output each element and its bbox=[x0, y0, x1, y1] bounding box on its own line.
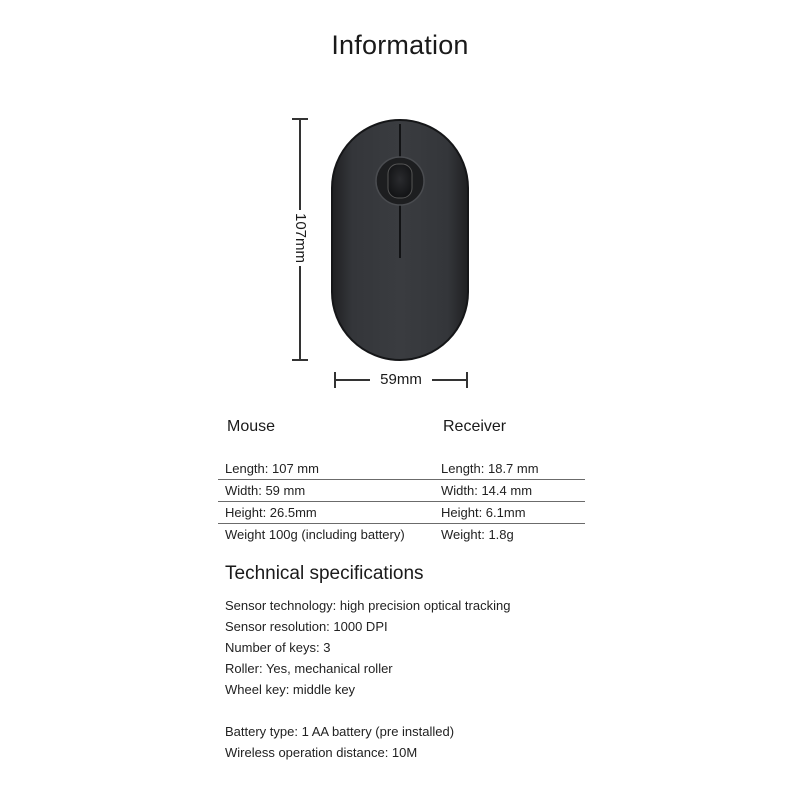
dimension-table bbox=[218, 458, 585, 545]
height-dimension-cap-top bbox=[292, 118, 308, 120]
mouse-weight: Weight 100g (including battery) bbox=[225, 527, 405, 542]
table-row bbox=[218, 502, 585, 524]
width-dimension-cap-right bbox=[466, 372, 468, 388]
spec-wireless-distance: Wireless operation distance: 10M bbox=[225, 745, 418, 760]
receiver-height: Height: 6.1mm bbox=[441, 505, 526, 520]
spec-wheel-key: Wheel key: middle key bbox=[225, 682, 356, 697]
receiver-weight: Weight: 1.8g bbox=[441, 527, 514, 542]
receiver-column-header: Receiver bbox=[443, 418, 507, 435]
mouse-column-header: Mouse bbox=[227, 418, 276, 435]
spec-number-of-keys: Number of keys: 3 bbox=[225, 640, 331, 655]
receiver-width: Width: 14.4 mm bbox=[441, 483, 533, 498]
width-dimension-cap-left bbox=[334, 372, 336, 388]
spec-battery-type: Battery type: 1 AA battery (pre installed) bbox=[225, 724, 455, 739]
spec-sensor-technology: Sensor technology: high precision optical tracking bbox=[225, 598, 511, 613]
mouse-image bbox=[330, 118, 474, 364]
tech-specs-heading: Technical specifications bbox=[225, 563, 424, 584]
tech-specs-list bbox=[225, 595, 510, 763]
width-dimension-label: 59mm bbox=[370, 370, 432, 390]
mouse-dimension-figure bbox=[290, 112, 490, 392]
table-row bbox=[218, 480, 585, 502]
page-title: Information bbox=[331, 30, 469, 60]
height-dimension-cap-bottom bbox=[292, 359, 308, 361]
table-row bbox=[218, 458, 585, 480]
receiver-length: Length: 18.7 mm bbox=[441, 461, 539, 476]
spec-roller: Roller: Yes, mechanical roller bbox=[225, 661, 393, 676]
height-dimension-label: 107mm bbox=[290, 210, 310, 266]
mouse-width: Width: 59 mm bbox=[225, 483, 306, 498]
mouse-length: Length: 107 mm bbox=[225, 461, 319, 476]
scroll-wheel bbox=[388, 164, 412, 198]
spec-sensor-resolution: Sensor resolution: 1000 DPI bbox=[225, 619, 388, 634]
mouse-height: Height: 26.5mm bbox=[225, 505, 317, 520]
table-row bbox=[218, 524, 585, 545]
